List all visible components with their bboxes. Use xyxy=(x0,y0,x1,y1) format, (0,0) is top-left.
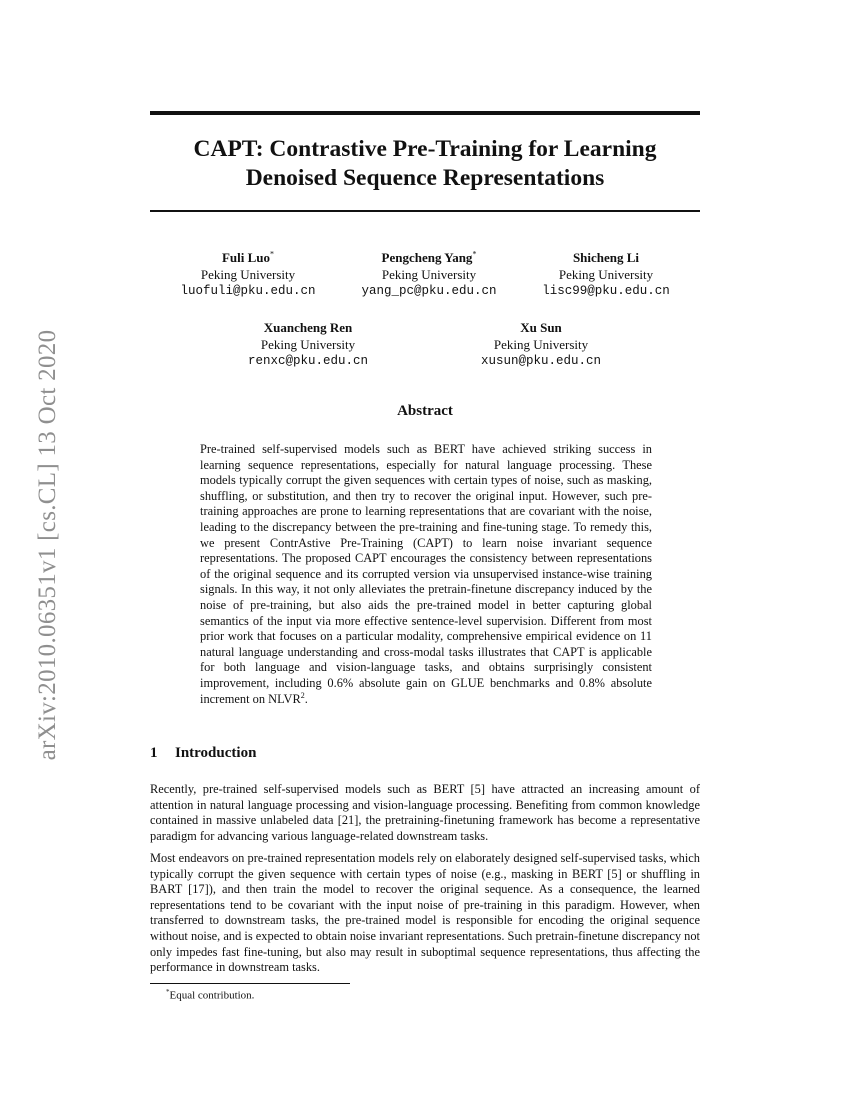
author-email: luofuli@pku.edu.cn xyxy=(180,284,316,298)
author-email: renxc@pku.edu.cn xyxy=(247,354,369,368)
section-heading xyxy=(150,745,256,762)
title-bottom-rule xyxy=(150,210,700,212)
author-affiliation: Peking University xyxy=(260,336,356,352)
intro-paragraph: Most endeavors on pre-trained representation models rely on elaborately designed self-supervised tasks, which typically corrupt the given sequence with certain types of noise (e.g., masking in BERT [5] or shuffling in BART [17]), and then train the model to recover the original sequence. As a consequence, the learned representations tend to be covariant with the input noise of pre-training in this paradigm. However, when transferred to downstream tasks, the pre-trained model is responsible for encoding the original sequence without noise, and is expected to obtain noise invariant representations. Such pretrain-finetune discrepancy not only impedes fast fine-tuning, but also may result in suboptimal sequence representations, thus affecting the performance in downstream tasks. xyxy=(150,851,700,975)
author-affiliation: Peking University xyxy=(558,266,654,282)
author-block xyxy=(148,250,348,300)
author-name: Xu Sun xyxy=(520,320,562,335)
author-affiliation: Peking University xyxy=(200,266,296,282)
abstract-heading: Abstract xyxy=(397,403,453,419)
author-name: Xuancheng Ren xyxy=(263,320,353,335)
author-email: xusun@pku.edu.cn xyxy=(480,354,602,368)
author-name: Pengcheng Yang* xyxy=(381,249,477,265)
author-name: Fuli Luo* xyxy=(221,249,275,265)
intro-paragraph: Recently, pre-trained self-supervised models such as BERT [5] have attracted an increasing amount of attention in natural language processing and vision-language processing. Benefiting from common knowledge contained in massive unlabeled data [21], the pretraining-finetuning framework has become a representative paradigm for advancing various language-related downstream tasks. xyxy=(150,782,700,843)
author-block xyxy=(208,320,408,370)
author-name: Shicheng Li xyxy=(572,250,640,265)
section-number: 1 xyxy=(150,745,158,761)
author-email: yang_pc@pku.edu.cn xyxy=(361,284,497,298)
abstract-body: Pre-trained self-supervised models such as BERT have achieved striking success in learning sequence representations, especially for natural language processing. These models typically corrupt the given sequences with certain types of noise, such as masking, shuffling, or substitution, and then try to recover the original input. However, such pre-training approaches are prone to learning representations that are covariant with the noise, leading to the discrepancy between the pre-training and fine-tuning stage. To remedy this, we present ContrAstive Pre-Training (CAPT) to learn noise invariant sequence representations. The proposed CAPT encourages the consistency between representations of the original sequence and its corrupted version via unsupervised instance-wise training signals. In this way, it not only alleviates the pretrain-finetune discrepancy induced by the noise of pre-training, but also aids the pre-trained model in better capturing global semantics of the input via more effective sentence-level supervision. Different from most prior work that focuses on a particular modality, comprehensive empirical evidence on 11 natural language understanding and cross-modal tasks illustrates that CAPT is applicable for both language and vision-language tasks, and obtains surprisingly consistent improvement, including 0.6% absolute gain on GLUE benchmarks and 0.8% absolute increment on NLVR$^2$. xyxy=(200,442,652,706)
section-title: Introduction xyxy=(175,745,257,761)
title-top-rule xyxy=(150,111,700,115)
title-line-1: CAPT: Contrastive Pre-Training for Learning xyxy=(193,136,657,162)
author-email: lisc99@pku.edu.cn xyxy=(542,284,670,298)
author-block xyxy=(329,250,529,300)
author-block xyxy=(506,250,706,300)
arxiv-identifier: arXiv:2010.06351v1 [cs.CL] 13 Oct 2020 xyxy=(34,329,61,761)
author-affiliation: Peking University xyxy=(493,336,589,352)
footnote: *Equal contribution. xyxy=(166,988,255,1002)
author-block xyxy=(441,320,641,370)
author-affiliation: Peking University xyxy=(381,266,477,282)
footnote-rule xyxy=(150,983,350,984)
title-line-2: Denoised Sequence Representations xyxy=(245,165,605,191)
paper-title xyxy=(150,135,700,193)
